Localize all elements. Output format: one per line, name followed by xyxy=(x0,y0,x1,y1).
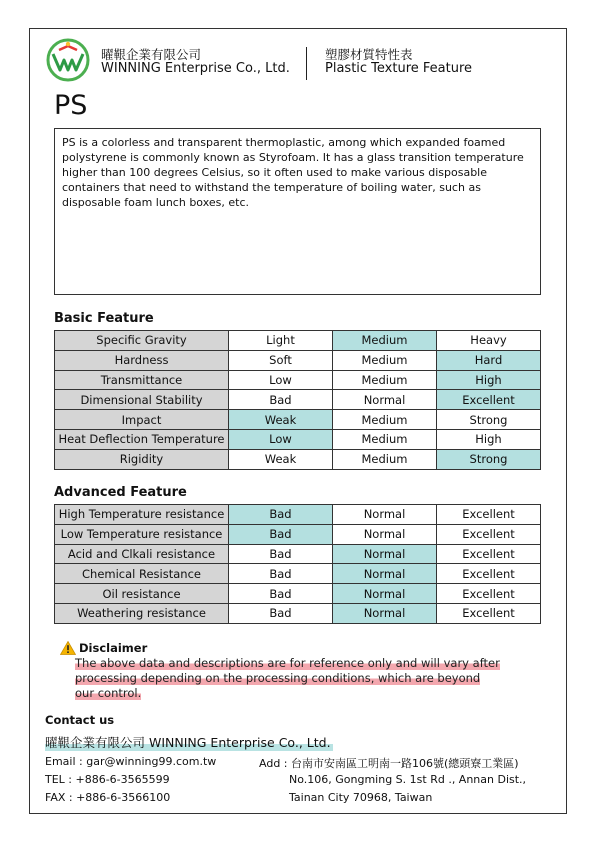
contact-address-cn: Add : 台南市安南區工明南一路106號(總頭寮工業區) xyxy=(259,757,519,770)
feature-level: Light xyxy=(229,331,333,351)
feature-level: Medium xyxy=(333,410,437,430)
contact-title: Contact us xyxy=(45,713,115,727)
feature-level: High xyxy=(437,429,541,449)
advanced-feature-title: Advanced Feature xyxy=(54,485,187,500)
table-row xyxy=(55,449,541,469)
feature-level: Weak xyxy=(229,449,333,469)
material-name: PS xyxy=(54,90,88,121)
feature-level: Bad xyxy=(229,544,333,564)
feature-level: Excellent xyxy=(437,505,541,525)
feature-label: Low Temperature resistance xyxy=(55,524,229,544)
contact-tel: TEL : +886-6-3565599 xyxy=(45,773,170,786)
disclaimer-text xyxy=(75,656,535,701)
table-row xyxy=(55,410,541,430)
feature-level: Excellent xyxy=(437,584,541,604)
feature-label: Heat Deflection Temperature xyxy=(55,429,229,449)
table-row xyxy=(55,370,541,390)
feature-label: Oil resistance xyxy=(55,584,229,604)
table-row xyxy=(55,429,541,449)
warning-icon xyxy=(60,641,76,655)
contact-email: Email : gar@winning99.com.tw xyxy=(45,755,217,768)
feature-level: Normal xyxy=(333,390,437,410)
feature-level: Excellent xyxy=(437,524,541,544)
feature-label: Chemical Resistance xyxy=(55,564,229,584)
table-row xyxy=(55,584,541,604)
feature-level: Medium xyxy=(333,350,437,370)
feature-label: Impact xyxy=(55,410,229,430)
feature-level: Medium xyxy=(333,429,437,449)
feature-level: Bad xyxy=(229,584,333,604)
table-row xyxy=(55,390,541,410)
feature-level-selected: Hard xyxy=(437,350,541,370)
disclaimer-line: our control. xyxy=(75,686,142,700)
feature-label: Weathering resistance xyxy=(55,603,229,623)
contact-address-en-line1: No.106, Gongming S. 1st Rd ., Annan Dist., xyxy=(289,773,527,786)
disclaimer-line: The above data and descriptions are for reference only and will vary after xyxy=(75,656,500,670)
feature-level: Soft xyxy=(229,350,333,370)
document-title-cn: 塑膠材質特性表 xyxy=(325,47,413,62)
feature-level: Bad xyxy=(229,564,333,584)
winning-logo-icon xyxy=(45,37,91,83)
table-row xyxy=(55,603,541,623)
table-row xyxy=(55,350,541,370)
company-name-en: WINNING Enterprise Co., Ltd. xyxy=(101,61,290,76)
table-row xyxy=(55,505,541,525)
feature-level: Low xyxy=(229,370,333,390)
header-divider xyxy=(306,47,307,80)
feature-level-selected: High xyxy=(437,370,541,390)
disclaimer-title: Disclaimer xyxy=(79,641,148,655)
feature-label: Transmittance xyxy=(55,370,229,390)
feature-level-selected: Excellent xyxy=(437,390,541,410)
table-row xyxy=(55,544,541,564)
feature-level-selected: Medium xyxy=(333,331,437,351)
feature-level-selected: Weak xyxy=(229,410,333,430)
feature-level: Excellent xyxy=(437,544,541,564)
feature-level-selected: Bad xyxy=(229,524,333,544)
feature-level: Normal xyxy=(333,505,437,525)
document-title-en: Plastic Texture Feature xyxy=(325,61,473,76)
material-description: PS is a colorless and transparent thermoplastic, among which expanded foamed polystyrene is commonly known as Styrofoam. It has a glass transition temperature higher than 100 degrees Celsius, so it often used to make various disposable containers that need to withstand the temperature of boiling water, such as disposable foam lunch boxes, etc. xyxy=(54,128,541,295)
table-row xyxy=(55,331,541,351)
feature-level: Strong xyxy=(437,410,541,430)
advanced-feature-table xyxy=(54,504,541,624)
feature-level: Medium xyxy=(333,449,437,469)
basic-feature-table xyxy=(54,330,541,470)
contact-fax: FAX : +886-6-3566100 xyxy=(45,791,171,804)
feature-level-selected: Bad xyxy=(229,505,333,525)
feature-label: Acid and Clkali resistance xyxy=(55,544,229,564)
contact-address-en-line2: Tainan City 70968, Taiwan xyxy=(289,791,433,804)
feature-level-selected: Normal xyxy=(333,564,437,584)
feature-label: Hardness xyxy=(55,350,229,370)
table-row xyxy=(55,564,541,584)
feature-level-selected: Normal xyxy=(333,584,437,604)
feature-level-selected: Strong xyxy=(437,449,541,469)
feature-level: Bad xyxy=(229,390,333,410)
feature-level-selected: Low xyxy=(229,429,333,449)
feature-level-selected: Normal xyxy=(333,544,437,564)
feature-level: Medium xyxy=(333,370,437,390)
table-row xyxy=(55,524,541,544)
feature-level: Normal xyxy=(333,524,437,544)
feature-label: Specific Gravity xyxy=(55,331,229,351)
disclaimer-line: processing depending on the processing conditions, which are beyond xyxy=(75,671,481,685)
feature-level: Excellent xyxy=(437,603,541,623)
company-name-cn: 曜鞎企業有限公司 xyxy=(101,47,202,62)
feature-label: Dimensional Stability xyxy=(55,390,229,410)
contact-company: 曜鞎企業有限公司 WINNING Enterprise Co., Ltd. xyxy=(45,735,331,750)
feature-level: Heavy xyxy=(437,331,541,351)
feature-label: High Temperature resistance xyxy=(55,505,229,525)
feature-level: Excellent xyxy=(437,564,541,584)
feature-level: Bad xyxy=(229,603,333,623)
feature-level-selected: Normal xyxy=(333,603,437,623)
basic-feature-title: Basic Feature xyxy=(54,311,154,326)
feature-label: Rigidity xyxy=(55,449,229,469)
